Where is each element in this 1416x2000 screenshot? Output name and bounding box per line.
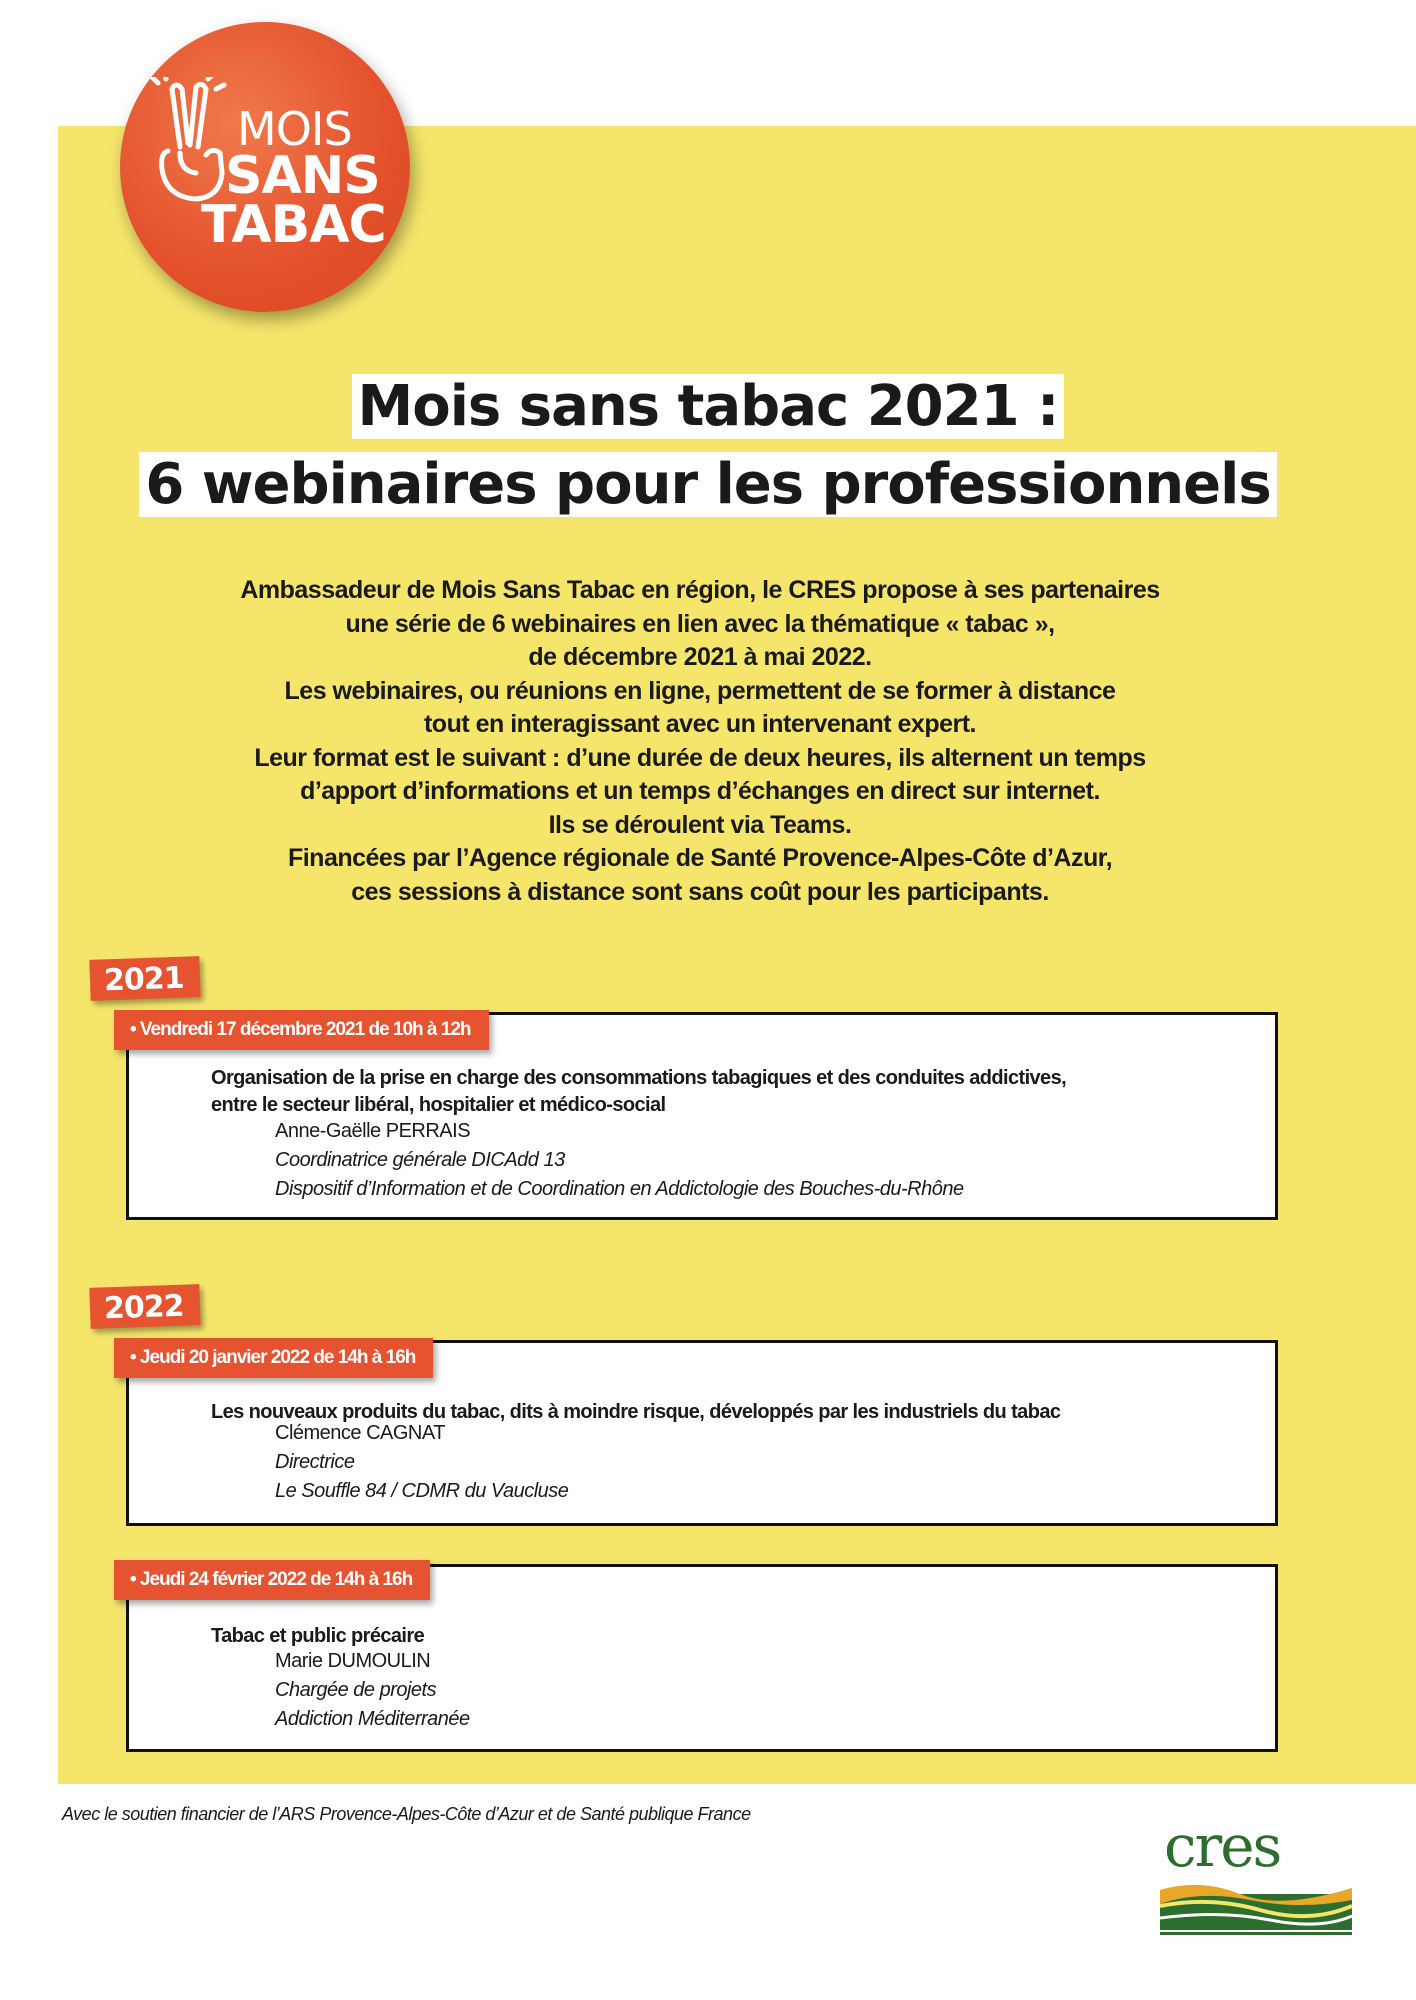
intro-line: Les webinaires, ou réunions en ligne, permettent de se former à distance	[284, 676, 1116, 705]
speaker-role: Directrice	[275, 1451, 355, 1473]
intro-line: tout en interagissant avec un intervenant expert.	[423, 710, 977, 738]
intro-line: Leur format est le suivant : d’une durée de deux heures, ils alternent un temps	[254, 743, 1146, 772]
event-speaker	[275, 1117, 964, 1204]
intro-line: ces sessions à distance sont sans coût pour les participants.	[351, 877, 1049, 906]
event-date-tag: • Jeudi 20 janvier 2022 de 14h à 16h	[114, 1338, 433, 1378]
mois-sans-tabac-logo	[120, 22, 410, 312]
speaker-organization: Le Souffle 84 / CDMR du Vaucluse	[275, 1480, 569, 1502]
event-title	[211, 1065, 1066, 1119]
intro-line: Ambassadeur de Mois Sans Tabac en région, le CRES propose à ses partenaires	[240, 576, 1160, 604]
title-line1: Mois sans tabac 2021 :	[352, 374, 1065, 439]
event-speaker	[275, 1647, 470, 1734]
speaker-name: Clémence CAGNAT	[275, 1422, 445, 1444]
logo-text-line1: MOIS	[237, 102, 352, 156]
intro-line: d’apport d’informations et un temps d’échanges en direct sur internet.	[300, 777, 1100, 805]
logo-text-line2: SANS	[225, 145, 380, 206]
intro-line: une série de 6 webinaires en lien avec la thématique « tabac »,	[345, 609, 1055, 638]
intro-paragraph	[120, 574, 1280, 909]
speaker-role: Coordinatrice générale DICAdd 13	[275, 1149, 565, 1171]
event-date-tag: • Jeudi 24 février 2022 de 14h à 16h	[114, 1560, 430, 1600]
event-title-line: Tabac et public précaire	[211, 1625, 425, 1647]
intro-line: Financées par l’Agence régionale de Santé Provence-Alpes-Côte d’Azur,	[287, 844, 1113, 872]
event-title	[211, 1623, 424, 1650]
speaker-name: Marie DUMOULIN	[275, 1650, 431, 1672]
cres-logo-word: cres	[1164, 1812, 1281, 1880]
event-speaker	[275, 1419, 568, 1506]
funding-note: Avec le soutien financier de l’ARS Provence-Alpes-Côte d’Azur et de Santé publique France	[62, 1804, 751, 1824]
event-title-line: entre le secteur libéral, hospitalier et médico-social	[211, 1094, 666, 1116]
year-tag-2021: 2021	[89, 956, 200, 1001]
intro-line: de décembre 2021 à mai 2022.	[528, 643, 872, 671]
cres-logo-mark	[1160, 1880, 1352, 1938]
logo-text-line3: TABAC	[201, 195, 386, 256]
event-date-tag: • Vendredi 17 décembre 2021 de 10h à 12h	[114, 1010, 489, 1050]
intro-line: Ils se déroulent via Teams.	[548, 810, 852, 839]
event-title-line: Les nouveaux produits du tabac, dits à moindre risque, développés par les industriels du tabac	[211, 1401, 1061, 1423]
event-title-line: Organisation de la prise en charge des consommations tabagiques et des conduites addictives,	[211, 1067, 1067, 1089]
cres-logo	[1160, 1812, 1352, 1938]
speaker-role: Chargée de projets	[275, 1679, 437, 1701]
speaker-organization: Dispositif d’Information et de Coordination en Addictologie des Bouches-du-Rhône	[275, 1178, 964, 1200]
page-title	[0, 368, 1416, 524]
speaker-organization: Addiction Méditerranée	[275, 1708, 470, 1730]
year-tag-2022: 2022	[89, 1284, 200, 1329]
title-line2: 6 webinaires pour les professionnels	[139, 452, 1276, 517]
speaker-name: Anne-Gaëlle PERRAIS	[275, 1120, 471, 1142]
